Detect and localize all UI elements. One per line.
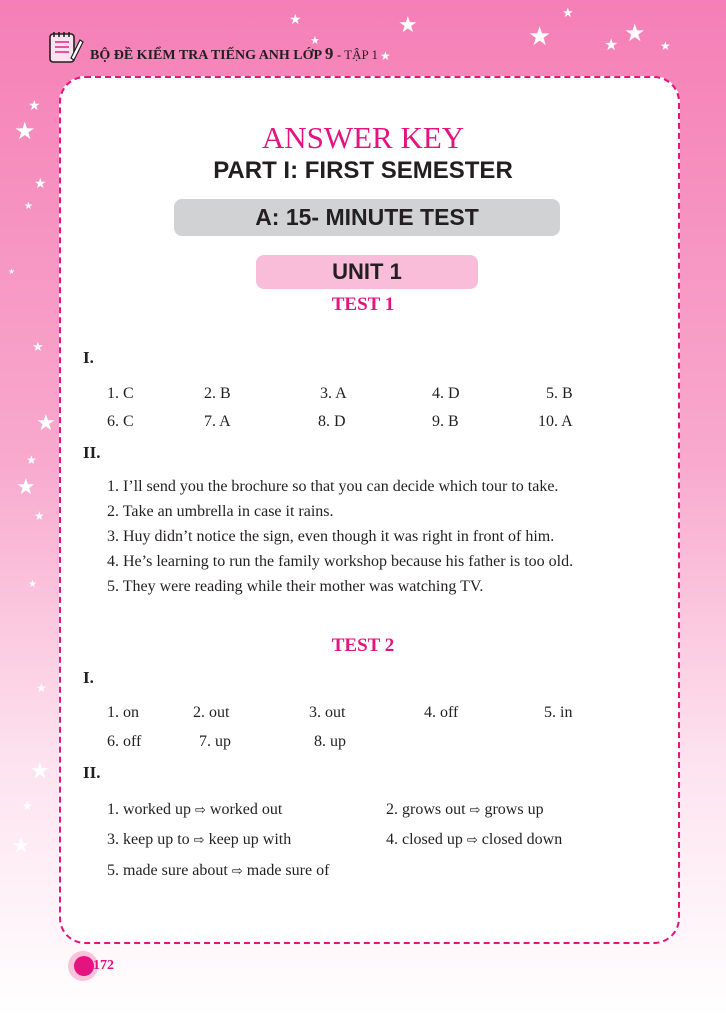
test-type-banner: A: 15- MINUTE TEST xyxy=(174,199,560,236)
notebook-icon xyxy=(46,28,84,66)
test1-answer: 2. B xyxy=(204,385,231,402)
test1-answer: 4. D xyxy=(432,385,460,402)
test2-answer: 7. up xyxy=(199,733,231,750)
test1-answer: 9. B xyxy=(432,413,459,430)
star-icon: ★ xyxy=(28,579,37,590)
test1-answer: 1. C xyxy=(107,385,134,402)
test1-answer: 7. A xyxy=(204,413,231,430)
test2-answer: 3. out xyxy=(309,704,346,721)
test2-answer: 5. in xyxy=(544,704,573,721)
star-icon: ★ xyxy=(34,177,47,192)
arrow-right-icon: ⇨ xyxy=(231,864,243,879)
test1-sentence: 1. I’ll send you the brochure so that you can decide which tour to take. xyxy=(107,478,559,495)
arrow-right-icon: ⇨ xyxy=(193,833,205,848)
star-icon: ★ xyxy=(380,49,391,63)
test1-answer: 6. C xyxy=(107,413,134,430)
book-title: BỘ ĐỀ KIỂM TRA TIẾNG ANH LỚP 9 - TẬP 1 xyxy=(90,44,378,63)
correction-item: 2. grows out ⇨ grows up xyxy=(386,801,544,818)
correction-item: 3. keep up to ⇨ keep up with xyxy=(107,831,292,848)
star-icon: ★ xyxy=(604,37,619,54)
arrow-right-icon: ⇨ xyxy=(466,833,478,848)
star-icon: ★ xyxy=(22,799,33,813)
test2-answer: 6. off xyxy=(107,733,142,750)
correction-item: 4. closed up ⇨ closed down xyxy=(386,831,563,848)
star-icon: ★ xyxy=(14,119,36,145)
correction-item: 5. made sure about ⇨ made sure of xyxy=(107,862,330,879)
test1-section1-label: I. xyxy=(83,348,94,367)
test1-sentence: 4. He’s learning to run the family workshop because his father is too old. xyxy=(107,553,574,570)
star-icon: ★ xyxy=(30,758,50,783)
page-number: 172 xyxy=(93,958,114,973)
test1-sentence: 3. Huy didn’t notice the sign, even though it was right in front of him. xyxy=(107,528,555,545)
test2-answer: 1. on xyxy=(107,704,139,721)
star-icon: ★ xyxy=(26,453,37,467)
test2-answer: 4. off xyxy=(424,704,459,721)
page-header xyxy=(46,24,446,68)
star-icon: ★ xyxy=(16,474,36,499)
star-icon: ★ xyxy=(289,13,302,28)
test2-section1-label: I. xyxy=(83,668,94,687)
star-icon: ★ xyxy=(36,681,47,695)
star-icon: ★ xyxy=(36,410,56,435)
test1-section2-label: II. xyxy=(83,443,101,462)
star-icon: ★ xyxy=(24,201,33,212)
test1-sentence: 5. They were reading while their mother was watching TV. xyxy=(107,578,484,595)
star-icon: ★ xyxy=(34,509,45,523)
test2-title: TEST 2 xyxy=(331,635,395,656)
test1-sentence: 2. Take an umbrella in case it rains. xyxy=(107,503,334,520)
test1-title: TEST 1 xyxy=(331,294,395,315)
test1-answer: 8. D xyxy=(318,413,346,430)
answer-key-heading: ANSWER KEY xyxy=(261,120,465,155)
arrow-right-icon: ⇨ xyxy=(469,803,481,818)
test2-answer: 8. up xyxy=(314,733,346,750)
test2-answer: 2. out xyxy=(193,704,230,721)
star-icon: ★ xyxy=(28,99,41,114)
star-icon: ★ xyxy=(528,22,552,51)
star-icon: ★ xyxy=(8,267,16,276)
star-icon: ★ xyxy=(32,339,44,354)
arrow-right-icon: ⇨ xyxy=(194,803,206,818)
part-heading: PART I: FIRST SEMESTER xyxy=(213,157,513,184)
page-marker-dot xyxy=(74,956,94,976)
correction-item: 1. worked up ⇨ worked out xyxy=(107,801,283,818)
test1-answer: 3. A xyxy=(320,385,347,402)
star-icon: ★ xyxy=(398,12,418,37)
star-icon: ★ xyxy=(12,835,30,857)
test2-section2-label: II. xyxy=(83,763,101,782)
star-icon: ★ xyxy=(660,39,671,53)
star-icon: ★ xyxy=(562,5,574,20)
star-icon: ★ xyxy=(310,35,320,47)
star-icon: ★ xyxy=(624,21,646,47)
unit-banner: UNIT 1 xyxy=(256,255,478,289)
test1-answer: 5. B xyxy=(546,385,573,402)
test1-answer: 10. A xyxy=(538,413,573,430)
